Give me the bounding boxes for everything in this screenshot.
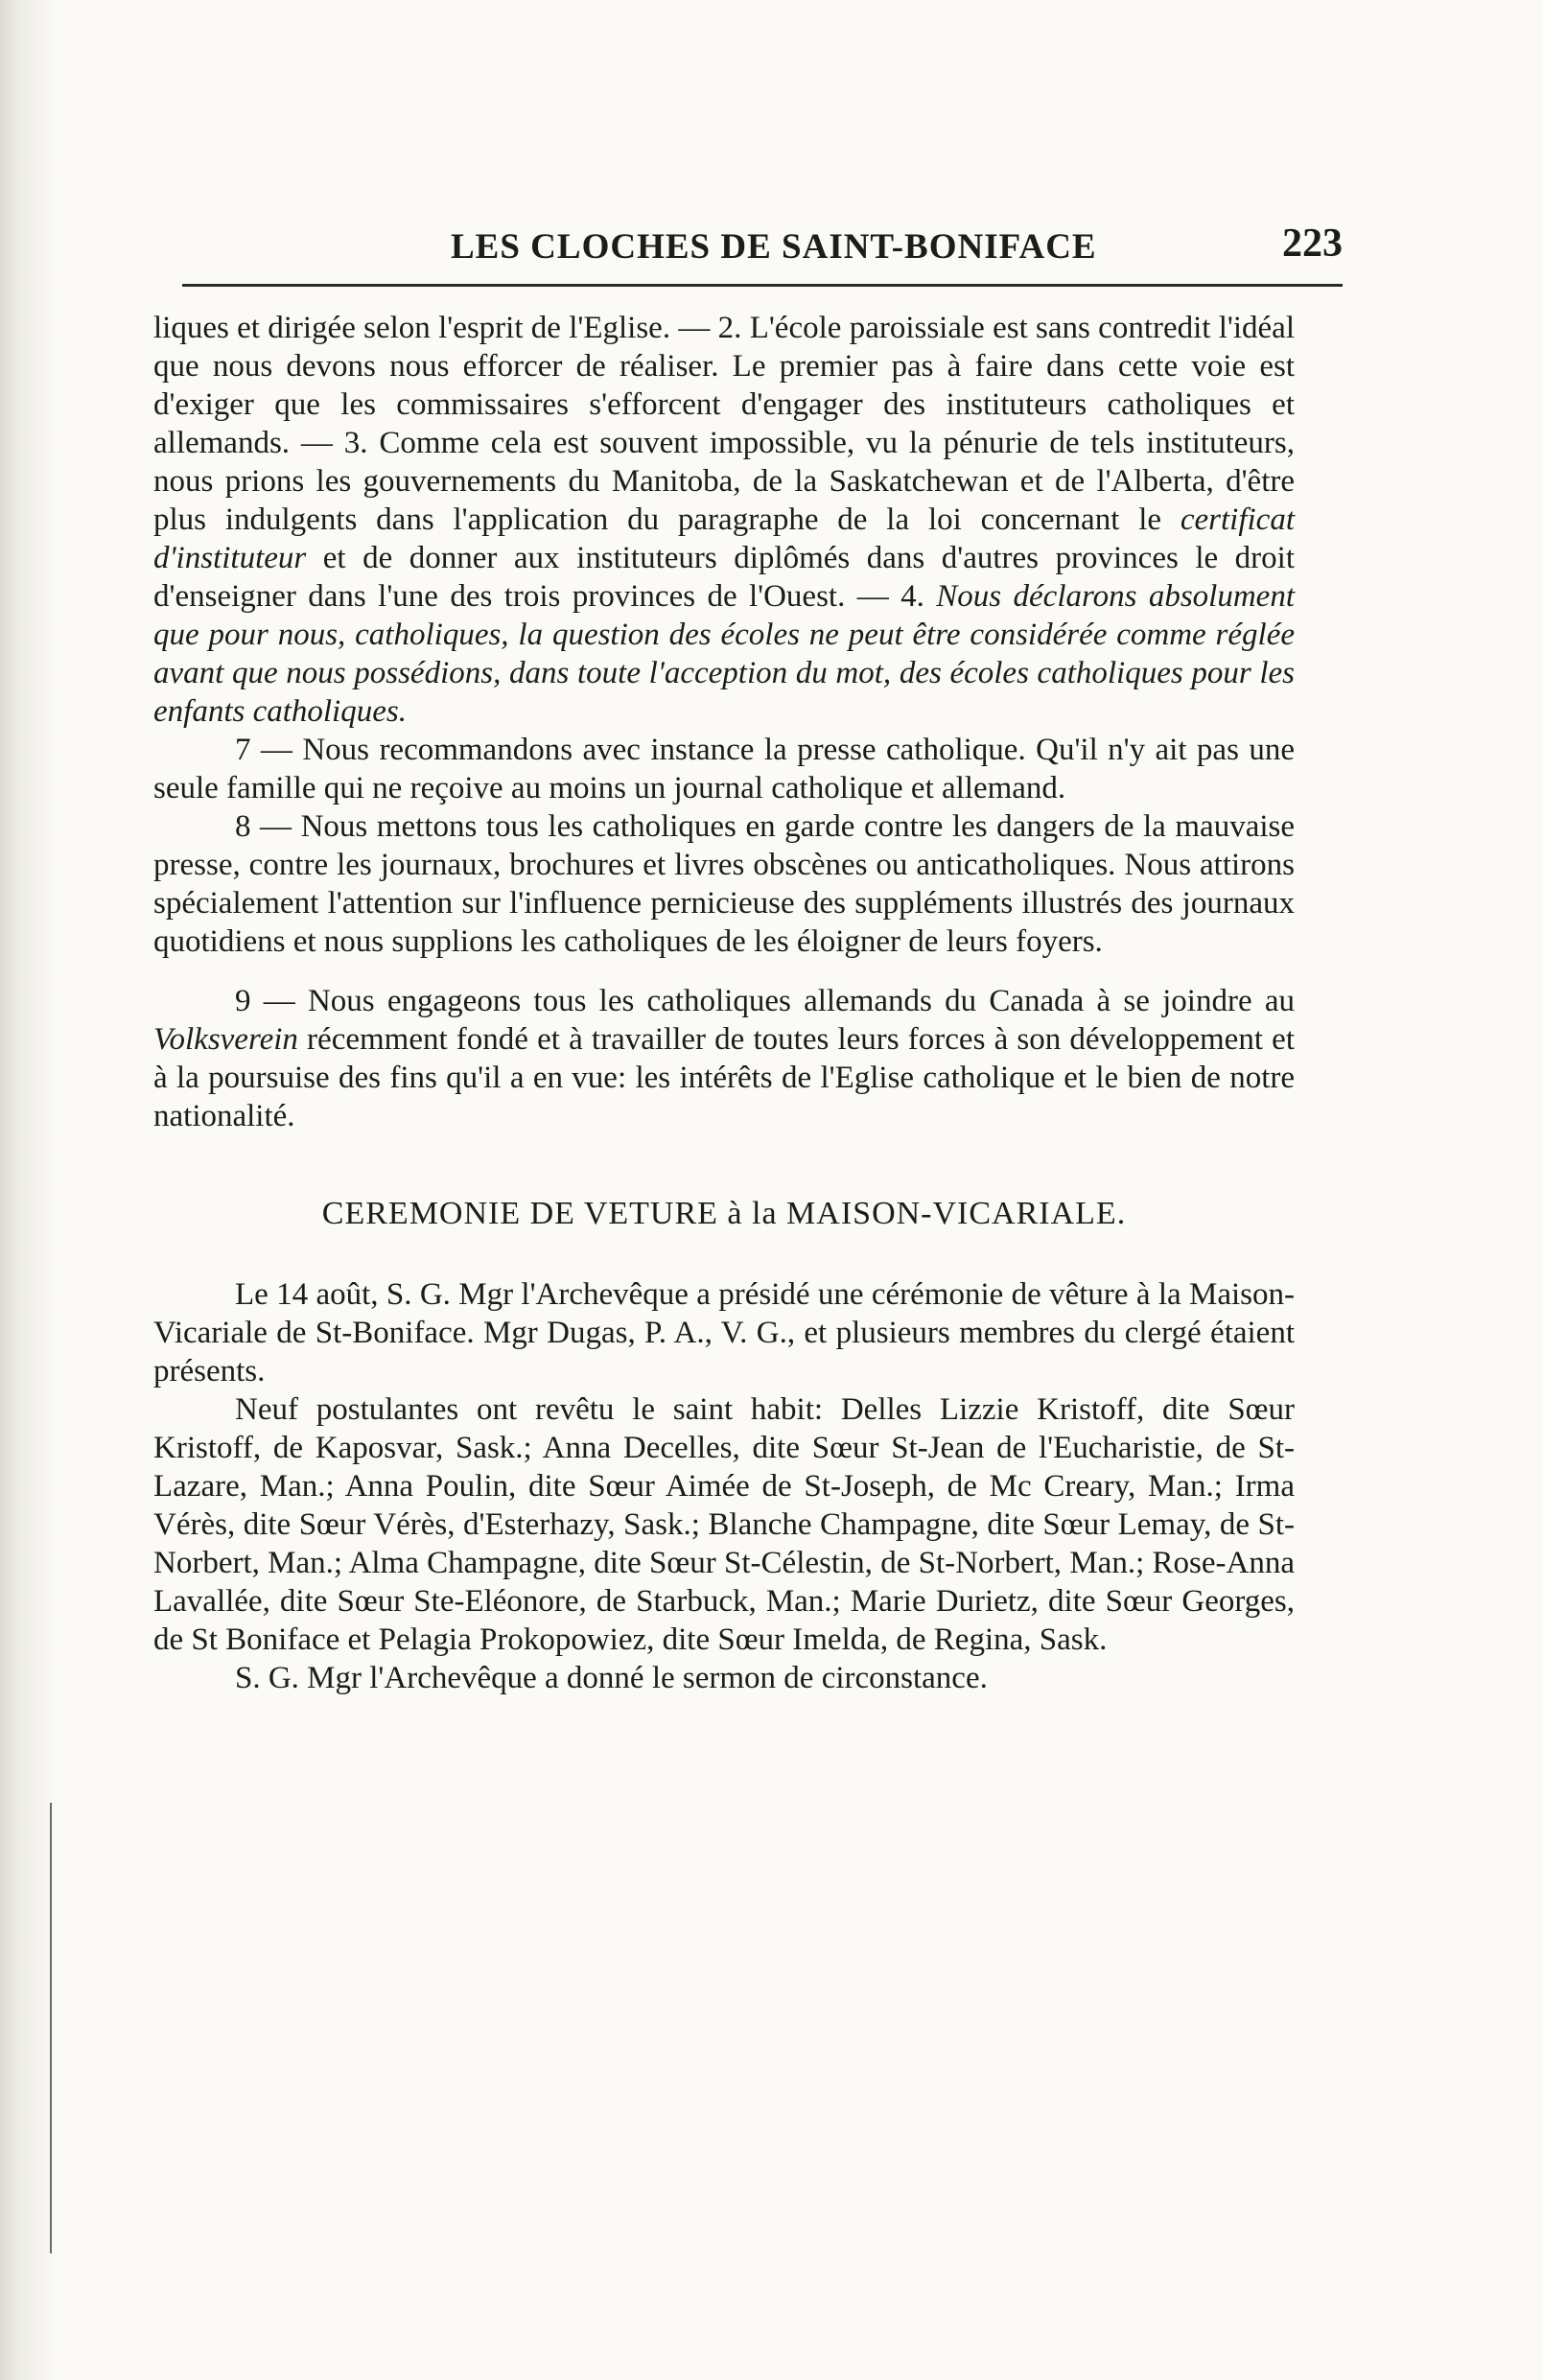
page-number: 223: [1282, 222, 1343, 266]
text-run: et de donner aux instituteurs diplômés dans d'autres provinces le droit d'enseigner dans l'une des trois provinces de l'Ouest. — 4.: [153, 541, 1295, 614]
gutter-line: [50, 1803, 52, 2253]
body-text: [153, 309, 1295, 1697]
italic-run: Volksverein: [153, 1022, 298, 1057]
text-run: 9 — Nous engageons tous les catholiques allemands du Canada à se joindre au: [235, 984, 1295, 1018]
italic-run: Nous déclarons absolument que pour nous, catholiques, la question des écoles ne peut être considérée comme réglée avant que nous possédions, dans toute l'acception du mot, des écoles catholiques pour les enfants catholiques.: [153, 579, 1296, 729]
section-heading: CEREMONIE DE VETURE à la MAISON-VICARIALE.: [321, 1196, 1127, 1231]
header-rule: [182, 284, 1343, 287]
paragraph-9: [153, 982, 1295, 1135]
paragraph-8: 8 — Nous mettons tous les catholiques en garde contre les dangers de la mauvaise presse, contre les journaux, brochures et livres obscènes ou anticatholiques. Nous attirons spécialement l'attention sur l'influence pernicieuse des suppléments illustrés des journaux quotidiens et nous supplions les catholiques de les éloigner de leurs foyers.: [153, 809, 1295, 959]
text-run: liques et dirigée selon l'esprit de l'Eglise. — 2. L'école paroissiale est sans contredit l'idéal que nous devons nous efforcer de réaliser. Le premier pas à faire dans cette voie est d'exiger que les commissaires s'efforcent d'engager des instituteurs catholiques et allemands. — 3. Comme cela est souvent impossible, vu la pénurie de tels instituteurs, nous prions les gouvernements du Manitoba, de la Saskatchewan et de l'Alberta, d'être plus indulgents dans l'application du paragraphe de la loi concernant le: [153, 311, 1295, 537]
section-paragraph-1: Le 14 août, S. G. Mgr l'Archevêque a présidé une cérémonie de vêture à la Maison-Vicariale de St-Boniface. Mgr Dugas, P. A., V. G., et plusieurs membres du clergé étaient présents.: [153, 1277, 1295, 1388]
running-head: LES CLOCHES DE SAINT-BONIFACE: [451, 227, 1097, 267]
section-paragraph-2: Neuf postulantes ont revêtu le saint habit: Delles Lizzie Kristoff, dite Sœur Kristoff, de Kaposvar, Sask.; Anna Decelles, dite Sœur St-Jean de l'Eucharistie, de St-Lazare, Man.; Anna Poulin, dite Sœur Aimée de St-Joseph, de Mc Creary, Man.; Irma Vérès, dite Sœur Vérès, d'Esterhazy, Sask.; Blanche Champagne, dite Sœur Lemay, de St-Norbert, Man.; Alma Champagne, dite Sœur St-Célestin, de St-Norbert, Man.; Rose-Anna Lavallée, dite Sœur Ste-Eléonore, de Starbuck, Man.; Marie Durietz, dite Sœur Georges, de St Boniface et Pelagia Prokopowiez, dite Sœur Imelda, de Regina, Sask.: [153, 1392, 1295, 1657]
scan-shadow: [0, 0, 58, 2380]
section-paragraph-3: S. G. Mgr l'Archevêque a donné le sermon de circonstance.: [235, 1661, 988, 1695]
paragraph-continued: [153, 309, 1295, 731]
text-run: récemment fondé et à travailler de toutes leurs forces à son développement et à la poursuise des fins qu'il a en vue: les intérêts de l'Eglise catholique et le bien de notre nationalité.: [153, 1022, 1295, 1133]
italic-run: certificat d'instituteur: [153, 502, 1295, 575]
paragraph-7: 7 — Nous recommandons avec instance la presse catholique. Qu'il n'y ait pas une seule famille qui ne reçoive au moins un journal catholique et allemand.: [153, 733, 1295, 805]
page-header: [153, 222, 1343, 284]
